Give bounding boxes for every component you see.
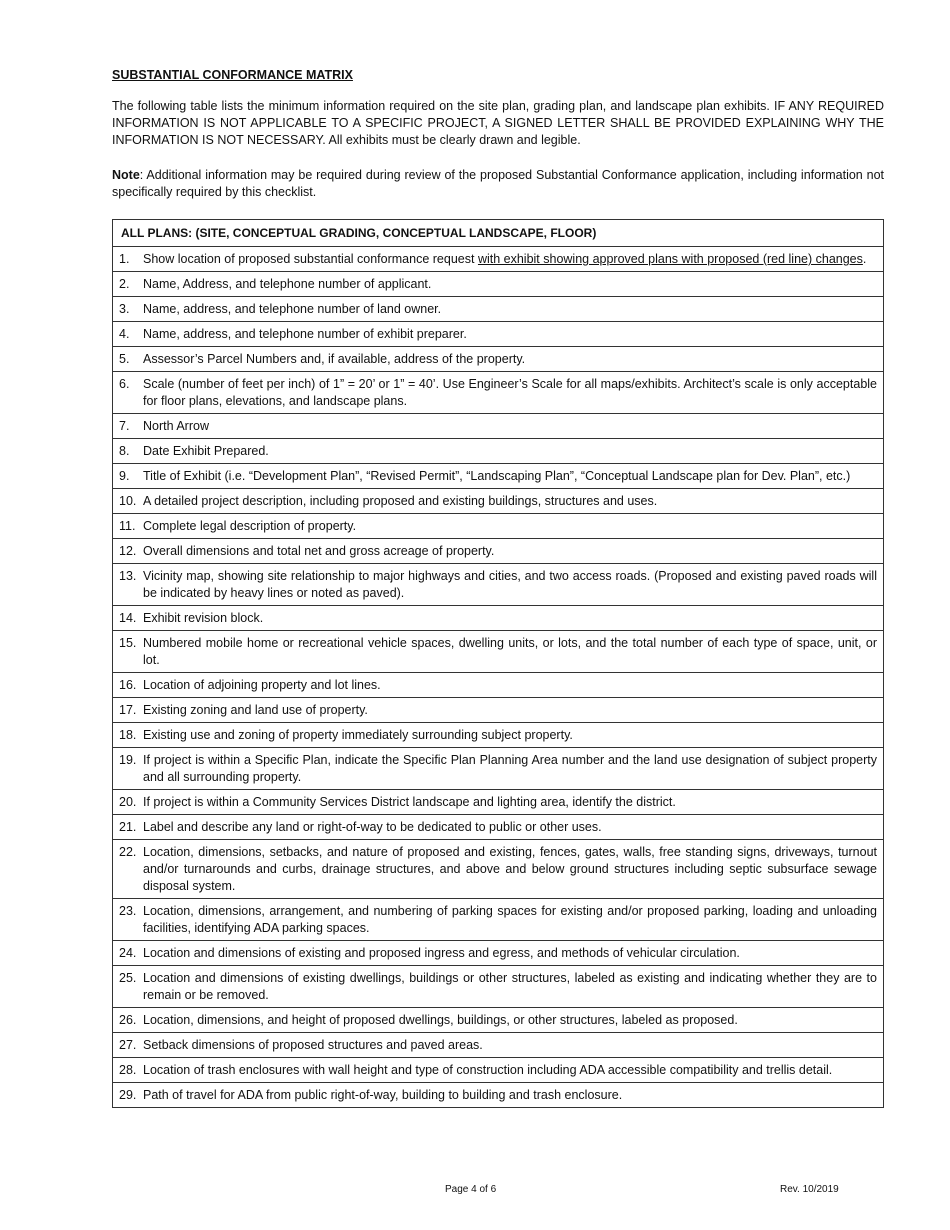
table-row xyxy=(113,1033,884,1058)
item-number: 7. xyxy=(113,414,142,439)
item-number: 23. xyxy=(113,899,142,941)
table-row xyxy=(113,464,884,489)
item-number: 5. xyxy=(113,347,142,372)
item-number: 14. xyxy=(113,606,142,631)
table-row xyxy=(113,631,884,673)
item-number: 20. xyxy=(113,790,142,815)
table-row xyxy=(113,372,884,414)
item-number: 24. xyxy=(113,941,142,966)
item-text: Overall dimensions and total net and gross acreage of property. xyxy=(141,539,884,564)
table-row xyxy=(113,748,884,790)
table-row xyxy=(113,698,884,723)
table-row xyxy=(113,247,884,272)
table-row xyxy=(113,514,884,539)
item-text: Date Exhibit Prepared. xyxy=(141,439,884,464)
table-row xyxy=(113,606,884,631)
table-row xyxy=(113,966,884,1008)
item-number: 22. xyxy=(113,840,142,899)
item-text: Label and describe any land or right-of-way to be dedicated to public or other uses. xyxy=(141,815,884,840)
item-number: 29. xyxy=(113,1083,142,1108)
item-number: 11. xyxy=(113,514,142,539)
item-number: 21. xyxy=(113,815,142,840)
item-text: A detailed project description, including proposed and existing buildings, structures and uses. xyxy=(141,489,884,514)
table-row xyxy=(113,564,884,606)
item-text: Scale (number of feet per inch) of 1” = 20’ or 1” = 40’. Use Engineer’s Scale for all maps/exhibits. Architect’s scale is only acceptable for floor plans, elevations, and landscape plans. xyxy=(141,372,884,414)
note-text: : Additional information may be required during review of the proposed Substantial Conformance application, including information not specifically required by this checklist. xyxy=(112,168,884,199)
item-text: Assessor’s Parcel Numbers and, if available, address of the property. xyxy=(141,347,884,372)
item-number: 4. xyxy=(113,322,142,347)
item-text: Location and dimensions of existing dwellings, buildings or other structures, labeled as existing and indicating whether they are to remain or be removed. xyxy=(141,966,884,1008)
table-row xyxy=(113,790,884,815)
table-row xyxy=(113,489,884,514)
item-text: Existing zoning and land use of property. xyxy=(141,698,884,723)
table-row xyxy=(113,673,884,698)
item-number: 12. xyxy=(113,539,142,564)
note-label: Note xyxy=(112,168,140,182)
item-text: Name, address, and telephone number of exhibit preparer. xyxy=(141,322,884,347)
table-row xyxy=(113,1083,884,1108)
note-paragraph xyxy=(112,167,884,201)
item-number: 6. xyxy=(113,372,142,414)
table-row xyxy=(113,272,884,297)
item-number: 26. xyxy=(113,1008,142,1033)
item-text: If project is within a Specific Plan, indicate the Specific Plan Planning Area number and the land use designation of subject property and all surrounding property. xyxy=(141,748,884,790)
item-text: Location of adjoining property and lot lines. xyxy=(141,673,884,698)
table-row xyxy=(113,297,884,322)
item-text: Name, address, and telephone number of land owner. xyxy=(141,297,884,322)
table-row xyxy=(113,723,884,748)
item-number: 25. xyxy=(113,966,142,1008)
item-number: 19. xyxy=(113,748,142,790)
item-text: Location, dimensions, setbacks, and nature of proposed and existing, fences, gates, walls, free standing signs, driveways, turnout and/or turnarounds and curbs, drainage structures, and above and below ground structures including septic subsurface sewage disposal system. xyxy=(141,840,884,899)
item-text-part: Show location of proposed substantial conformance request xyxy=(143,252,478,266)
table-row xyxy=(113,414,884,439)
table-row xyxy=(113,347,884,372)
item-text: Setback dimensions of proposed structures and paved areas. xyxy=(141,1033,884,1058)
item-text-part: . xyxy=(862,252,867,266)
item-number: 1. xyxy=(113,247,142,272)
table-row xyxy=(113,941,884,966)
item-number: 2. xyxy=(113,272,142,297)
item-number: 17. xyxy=(113,698,142,723)
item-number: 27. xyxy=(113,1033,142,1058)
conformance-matrix-table xyxy=(112,219,884,1108)
table-row xyxy=(113,815,884,840)
table-row xyxy=(113,840,884,899)
item-text: Existing use and zoning of property immediately surrounding subject property. xyxy=(141,723,884,748)
intro-paragraph: The following table lists the minimum information required on the site plan, grading plan, and landscape plan exhibits. IF ANY REQUIRED INFORMATION IS NOT APPLICABLE TO A SPECIFIC PROJECT, A SIGNED LETTER SHALL BE PROVIDED EXPLAINING WHY THE INFORMATION IS NOT NECESSARY. All exhibits must be clearly drawn and legible. xyxy=(112,99,884,147)
item-number: 9. xyxy=(113,464,142,489)
item-number: 13. xyxy=(113,564,142,606)
table-header-row xyxy=(113,220,884,247)
item-text: Name, Address, and telephone number of applicant. xyxy=(141,272,884,297)
table-row xyxy=(113,439,884,464)
item-number: 10. xyxy=(113,489,142,514)
item-text: Complete legal description of property. xyxy=(141,514,884,539)
item-number: 3. xyxy=(113,297,142,322)
item-text: Path of travel for ADA from public right-of-way, building to building and trash enclosure. xyxy=(141,1083,884,1108)
table-row xyxy=(113,539,884,564)
revision-date: Rev. 10/2019 xyxy=(780,1184,839,1195)
item-text: Location, dimensions, arrangement, and numbering of parking spaces for existing and/or proposed parking, loading and unloading facilities, identifying ADA parking spaces. xyxy=(141,899,884,941)
item-text: Location, dimensions, and height of proposed dwellings, buildings, or other structures, labeled as proposed. xyxy=(141,1008,884,1033)
table-row xyxy=(113,899,884,941)
item-number: 18. xyxy=(113,723,142,748)
table-header: ALL PLANS: (SITE, CONCEPTUAL GRADING, CONCEPTUAL LANDSCAPE, FLOOR) xyxy=(113,220,884,247)
table-row xyxy=(113,322,884,347)
document-page xyxy=(112,68,884,1108)
table-row xyxy=(113,1008,884,1033)
item-text: If project is within a Community Services District landscape and lighting area, identify the district. xyxy=(141,790,884,815)
item-text: North Arrow xyxy=(141,414,884,439)
item-text: Exhibit revision block. xyxy=(141,606,884,631)
item-text xyxy=(141,247,884,272)
item-text: Title of Exhibit (i.e. “Development Plan”, “Revised Permit”, “Landscaping Plan”, “Conceptual Landscape plan for Dev. Plan”, etc.) xyxy=(141,464,884,489)
item-number: 15. xyxy=(113,631,142,673)
item-number: 8. xyxy=(113,439,142,464)
item-text: Numbered mobile home or recreational vehicle spaces, dwelling units, or lots, and the total number of each type of space, unit, or lot. xyxy=(141,631,884,673)
item-text-underlined: with exhibit showing approved plans with proposed (red line) changes xyxy=(477,252,863,266)
item-text: Location and dimensions of existing and proposed ingress and egress, and methods of vehicular circulation. xyxy=(141,941,884,966)
item-number: 16. xyxy=(113,673,142,698)
table-row xyxy=(113,1058,884,1083)
page-number: Page 4 of 6 xyxy=(445,1184,497,1195)
item-number: 28. xyxy=(113,1058,142,1083)
page-title: SUBSTANTIAL CONFORMANCE MATRIX xyxy=(112,68,353,82)
item-text: Location of trash enclosures with wall height and type of construction including ADA accessible compatibility and trellis detail. xyxy=(141,1058,884,1083)
item-text: Vicinity map, showing site relationship to major highways and cities, and two access roads. (Proposed and existing paved roads will be indicated by heavy lines or noted as paved). xyxy=(141,564,884,606)
